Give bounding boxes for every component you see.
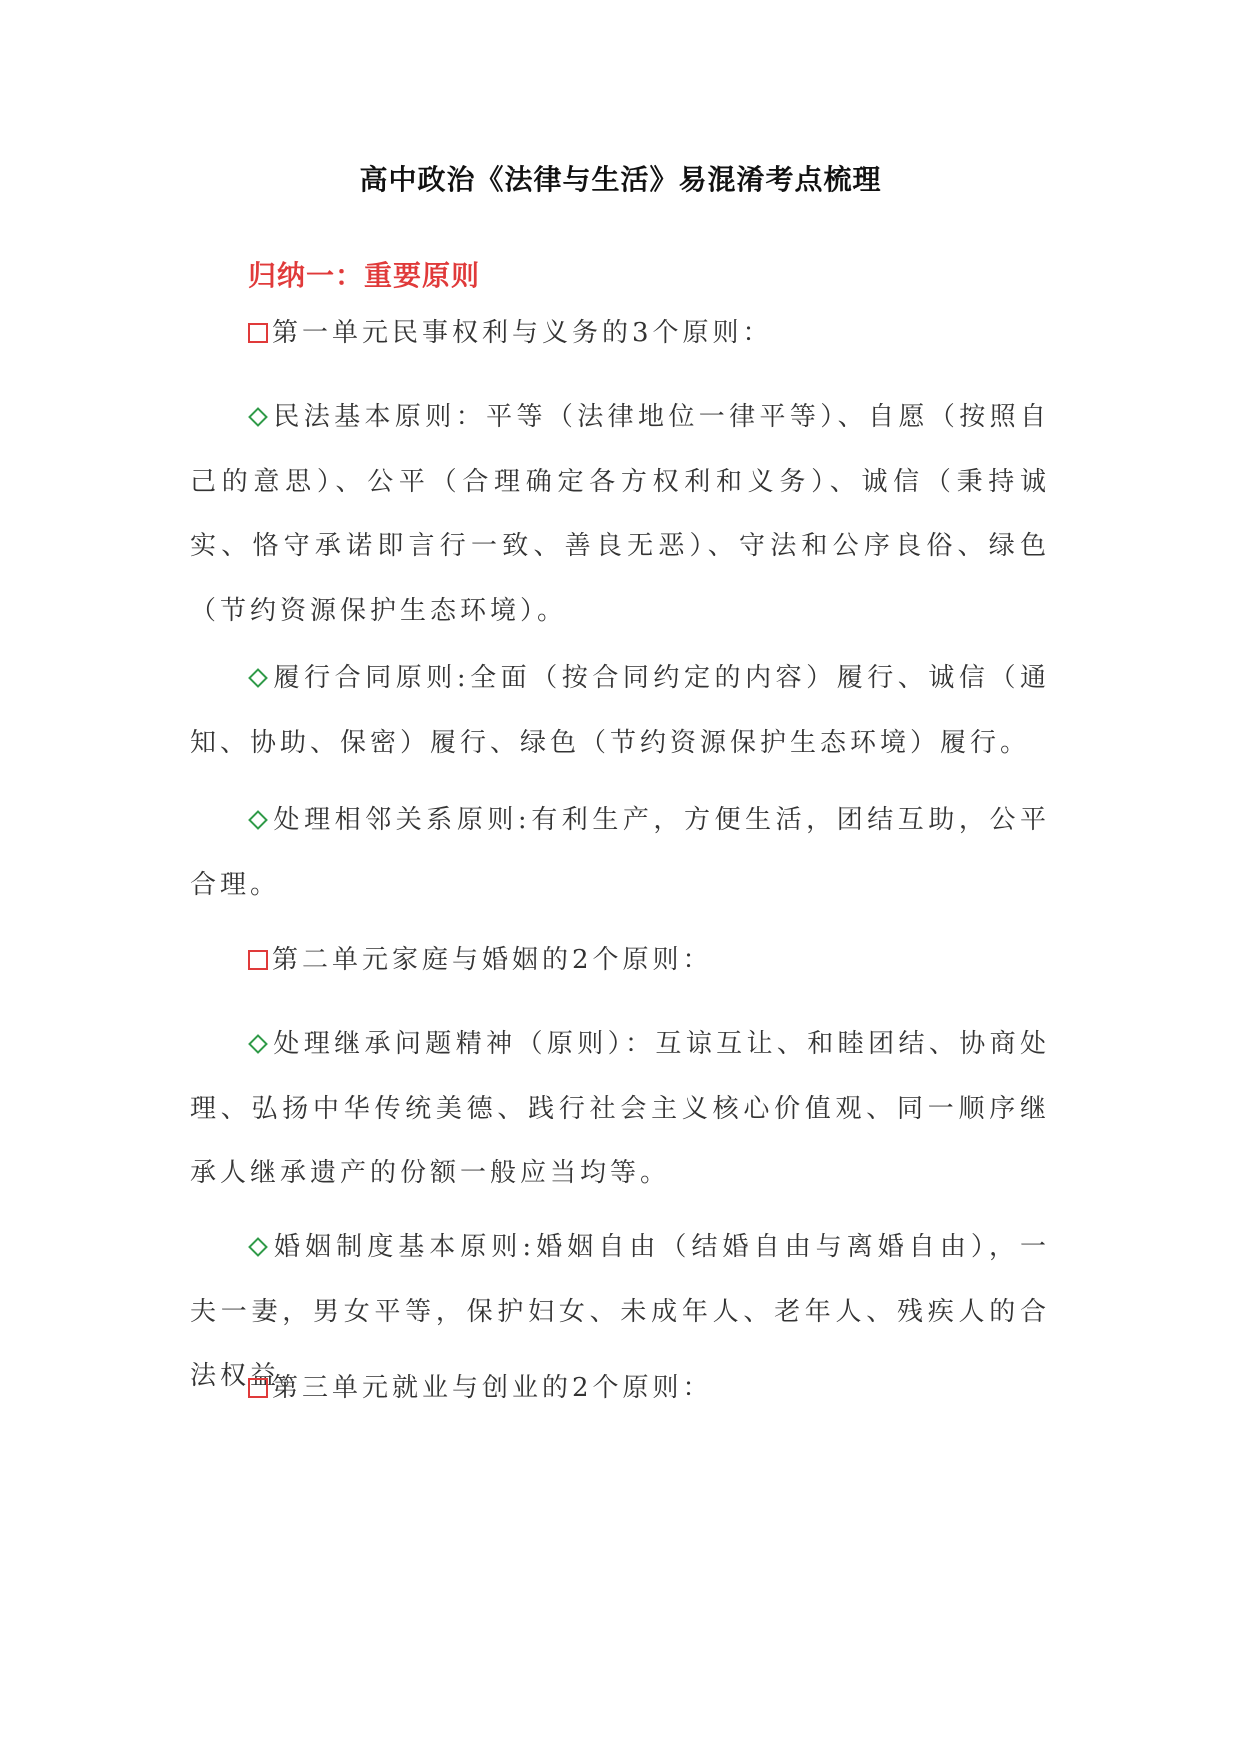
unit-two-label: 第二单元家庭与婚姻的2个原则： xyxy=(272,945,713,975)
list-item xyxy=(190,385,1050,643)
item-text: 民法基本原则：平等（法律地位一律平等）、自愿（按照自己的意思）、公平（合理确定各方权利和义务）、诚信（秉持诚实、恪守承诺即言行一致、善良无恶）、守法和公序良俗、绿色（节约资源保护生态环境）。 xyxy=(190,402,1050,626)
square-outline-icon xyxy=(248,1378,268,1398)
unit-three-header xyxy=(248,1370,713,1406)
diamond-outline-icon xyxy=(248,407,268,427)
item-text: 处理相邻关系原则:有利生产，方便生活，团结互助，公平合理。 xyxy=(190,805,1050,900)
square-outline-icon xyxy=(248,950,268,970)
square-outline-icon xyxy=(248,323,268,343)
diamond-outline-icon xyxy=(248,668,268,688)
list-item xyxy=(190,646,1050,775)
item-text: 履行合同原则:全面（按合同约定的内容）履行、诚信（通知、协助、保密）履行、绿色（节约资源保护生态环境）履行。 xyxy=(190,663,1050,758)
unit-three-label: 第三单元就业与创业的2个原则： xyxy=(272,1373,713,1403)
unit-two-header xyxy=(248,942,713,978)
unit-one-label: 第一单元民事权利与义务的3个原则： xyxy=(272,318,773,348)
item-text: 处理继承问题精神（原则）：互谅互让、和睦团结、协商处理、弘扬中华传统美德、践行社会主义核心价值观、同一顺序继承人继承遗产的份额一般应当均等。 xyxy=(190,1029,1050,1188)
page-title: 高中政治《法律与生活》易混淆考点梳理 xyxy=(359,163,882,196)
diamond-outline-icon xyxy=(248,1034,268,1054)
diamond-outline-icon xyxy=(248,1237,268,1257)
unit-one-header xyxy=(248,315,773,351)
list-item xyxy=(190,788,1050,917)
item-text: 婚姻制度基本原则:婚姻自由（结婚自由与离婚自由），一夫一妻，男女平等，保护妇女、未成年人、老年人、残疾人的合法权益。 xyxy=(190,1232,1050,1391)
diamond-outline-icon xyxy=(248,810,268,830)
section-heading: 归纳一：重要原则 xyxy=(248,259,481,292)
list-item xyxy=(190,1012,1050,1206)
